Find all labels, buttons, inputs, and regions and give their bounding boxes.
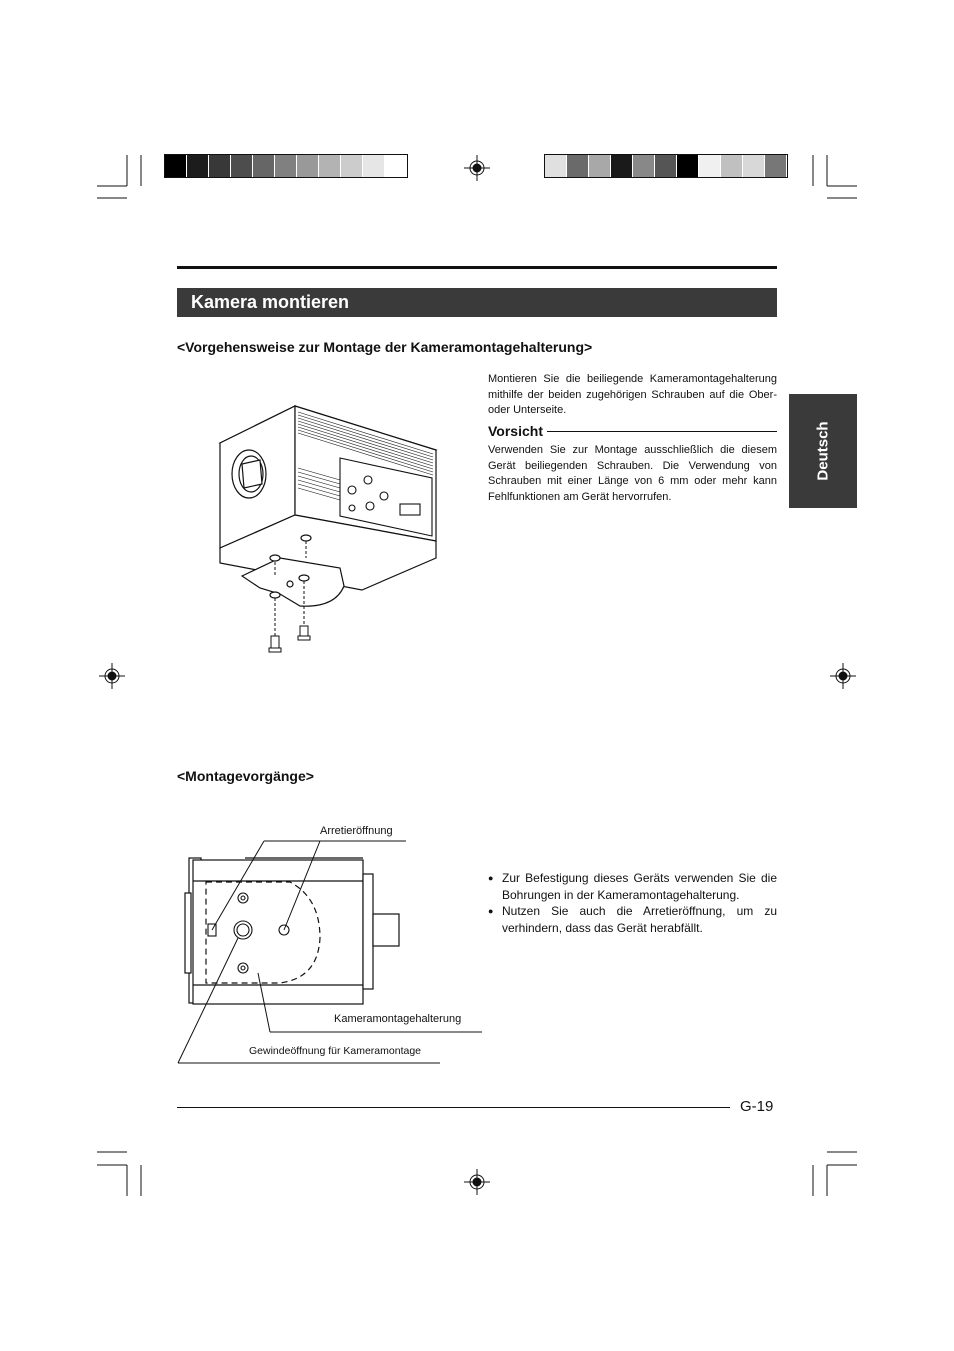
bullet-item: ● Nutzen Sie auch die Arretieröffnung, um zu verhindern, dass das Gerät herabfällt. [488, 903, 777, 936]
caution-title: Vorsicht [488, 423, 547, 439]
camera-bracket-illustration [200, 398, 450, 660]
caution-text: Verwenden Sie zur Montage ausschließlich die diesem Gerät beiliegenden Schrauben. Die Verwendung von Schrauben mit einer Länge von 6 mm oder mehr kann Fehlfunktionen am Gerät hervorrufen. [488, 444, 777, 503]
mounting-bullets [488, 870, 777, 936]
language-tab-label: Deutsch [814, 421, 832, 481]
caution-heading-row [488, 423, 777, 441]
bullet-item: ● Zur Befestigung dieses Geräts verwenden Sie die Bohrungen in der Kameramontagehalterung. [488, 870, 777, 903]
thread-hole-label: Gewindeöffnung für Kameramontage [249, 1045, 421, 1057]
bracket-label: Kameramontagehalterung [334, 1013, 462, 1025]
intro-text: Montieren Sie die beiliegende Kameramontagehalterung mithilfe der beiden zugehörigen Schrauben auf die Ober- oder Unterseite. [488, 373, 777, 416]
lock-hole-label: Arretieröffnung [320, 825, 393, 837]
procedure-heading: <Vorgehensweise zur Montage der Kameramontagehalterung> [177, 339, 593, 355]
page-number: G-19 [740, 1098, 774, 1115]
section-title: Kamera montieren [177, 288, 777, 317]
top-rule [177, 266, 777, 269]
language-tab [789, 394, 857, 508]
camera-bottom-diagram [170, 838, 490, 1068]
footer-rule [177, 1107, 730, 1108]
mounting-heading: <Montagevorgänge> [177, 768, 314, 784]
